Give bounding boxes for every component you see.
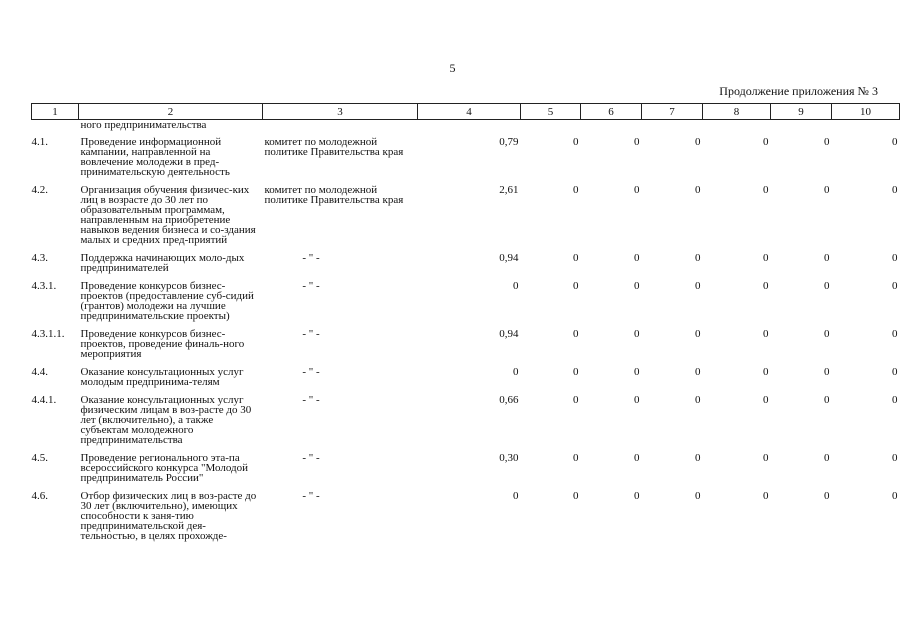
row-value: [771, 120, 832, 138]
table-row: [32, 367, 900, 395]
row-value: 0: [892, 184, 898, 196]
row-value: 0: [695, 452, 701, 464]
table-row: [32, 281, 900, 329]
row-executor: - " -: [302, 452, 320, 464]
row-executor: комитет по молодежной политике Правительства края: [264, 136, 404, 158]
row-value: 0: [634, 280, 640, 292]
row-value: 0: [573, 394, 579, 406]
row-value: [703, 120, 771, 138]
row-executor: - " -: [302, 252, 320, 264]
row-value: 0: [695, 280, 701, 292]
row-value: 0,66: [499, 394, 519, 406]
row-value: 0: [824, 184, 830, 196]
table-header-row: [32, 104, 900, 120]
row-value: 0: [573, 490, 579, 502]
row-value: 0: [695, 366, 701, 378]
row-value: 0,94: [499, 328, 519, 340]
row-value: 0: [634, 452, 640, 464]
table-row: [32, 395, 900, 453]
row-value: 0: [513, 280, 519, 292]
row-value: 0,30: [499, 452, 519, 464]
row-name: Оказание консультационных услуг молодым предпринима-телям: [80, 366, 244, 388]
row-executor: - " -: [302, 280, 320, 292]
table-body: [32, 120, 900, 550]
row-value: 0: [513, 490, 519, 502]
row-value: 0: [763, 366, 769, 378]
row-number: [32, 120, 79, 138]
row-number: 4.6.: [31, 490, 48, 502]
row-value: 0: [824, 136, 830, 148]
row-value: 0: [573, 252, 579, 264]
table-row: [32, 491, 900, 549]
row-value: [418, 120, 521, 138]
row-value: 0: [824, 452, 830, 464]
row-value: 0: [573, 280, 579, 292]
row-value: 0: [824, 394, 830, 406]
row-value: 0: [573, 452, 579, 464]
row-value: 0: [892, 366, 898, 378]
row-value: 0: [824, 328, 830, 340]
row-value: 0: [892, 328, 898, 340]
row-value: [832, 120, 900, 138]
row-name: Оказание консультационных услуг физическим лицам в воз-расте до 30 лет (включительно), а также субъектам молодежного предпринимательства: [80, 394, 252, 446]
row-value: 0: [634, 136, 640, 148]
row-value: 0: [763, 252, 769, 264]
row-value: 0: [695, 136, 701, 148]
table-row: [32, 453, 900, 491]
row-value: 0: [695, 490, 701, 502]
row-value: 0: [634, 366, 640, 378]
column-header: 10: [832, 104, 900, 120]
table-row: [32, 185, 900, 253]
row-value: 0: [763, 328, 769, 340]
row-number: 4.3.1.1.: [31, 328, 65, 340]
row-value: 0: [634, 252, 640, 264]
row-value: 0: [892, 394, 898, 406]
row-value: 0: [892, 136, 898, 148]
row-number: 4.4.: [31, 366, 48, 378]
column-header: 1: [32, 104, 79, 120]
row-name: Поддержка начинающих моло-дых предпринимателей: [80, 252, 245, 274]
row-value: 0: [824, 366, 830, 378]
column-header: 3: [263, 104, 418, 120]
column-header: 2: [79, 104, 263, 120]
row-number: 4.4.1.: [31, 394, 57, 406]
row-executor: [263, 120, 418, 138]
row-value: 0: [824, 252, 830, 264]
row-number: 4.2.: [31, 184, 48, 196]
row-value: 0: [634, 394, 640, 406]
row-executor: - " -: [302, 366, 320, 378]
row-value: 0: [763, 452, 769, 464]
row-value: 0: [695, 328, 701, 340]
row-value: 0: [573, 136, 579, 148]
row-value: 0: [763, 280, 769, 292]
column-header: 8: [703, 104, 771, 120]
row-number: 4.5.: [31, 452, 48, 464]
table-row: [32, 253, 900, 281]
row-name: ного предпринимательства: [80, 119, 207, 131]
row-value: 0: [763, 394, 769, 406]
row-value: 0: [892, 280, 898, 292]
row-number: 4.3.: [31, 252, 48, 264]
row-name: Организация обучения физичес-ких лиц в возрасте до 30 лет по образовательным программам, направленным на приобретение навыков ведения бизнеса и со-здания малых и средних пред-приятий: [80, 184, 256, 246]
row-value: 0: [513, 366, 519, 378]
row-number: 4.1.: [31, 136, 48, 148]
row-value: 2,61: [499, 184, 519, 196]
row-value: 0: [824, 490, 830, 502]
row-value: 0: [892, 490, 898, 502]
row-value: 0: [695, 184, 701, 196]
row-value: [581, 120, 642, 138]
row-name: Проведение конкурсов бизнес-проектов, проведение финаль-ного мероприятия: [80, 328, 245, 360]
row-value: 0: [695, 252, 701, 264]
row-executor: - " -: [302, 490, 320, 502]
row-value: 0,94: [499, 252, 519, 264]
column-header: 9: [771, 104, 832, 120]
row-value: 0: [763, 136, 769, 148]
table-row: [32, 329, 900, 367]
column-header: 7: [642, 104, 703, 120]
row-name: Проведение конкурсов бизнес-проектов (предоставление суб-сидий (грантов) молодежи на лучшие предпринимательские проекты): [80, 280, 254, 322]
row-value: 0: [634, 184, 640, 196]
row-value: 0: [892, 252, 898, 264]
row-value: 0: [695, 394, 701, 406]
column-header: 6: [581, 104, 642, 120]
row-value: 0: [634, 328, 640, 340]
row-executor: - " -: [302, 394, 320, 406]
table-row: [32, 137, 900, 185]
row-name: Отбор физических лиц в воз-расте до 30 лет (включительно), имеющих способности к заня-тию предпринимательской дея-тельностью, в целях прохожде-: [80, 490, 257, 542]
row-value: [642, 120, 703, 138]
row-value: 0: [763, 184, 769, 196]
row-value: 0: [892, 452, 898, 464]
row-value: 0: [634, 490, 640, 502]
row-number: 4.3.1.: [31, 280, 57, 292]
page-number: 5: [449, 61, 456, 75]
row-value: 0: [573, 366, 579, 378]
row-value: 0: [763, 490, 769, 502]
row-name: Проведение информационной кампании, направленной на вовлечение молодежи в пред-принимательскую деятельность: [80, 136, 230, 178]
row-executor: - " -: [302, 328, 320, 340]
row-value: 0,79: [499, 136, 519, 148]
column-header: 4: [418, 104, 521, 120]
appendix-table: [31, 103, 900, 549]
row-value: 0: [573, 328, 579, 340]
row-value: [521, 120, 581, 138]
row-executor: комитет по молодежной политике Правительства края: [264, 184, 404, 206]
row-value: 0: [573, 184, 579, 196]
table-row: [32, 120, 900, 138]
column-header: 5: [521, 104, 581, 120]
row-value: 0: [824, 280, 830, 292]
row-name: Проведение регионального эта-па всероссийского конкурса "Молодой предприниматель России": [80, 452, 249, 484]
appendix-continuation-label: Продолжение приложения № 3: [719, 84, 878, 98]
